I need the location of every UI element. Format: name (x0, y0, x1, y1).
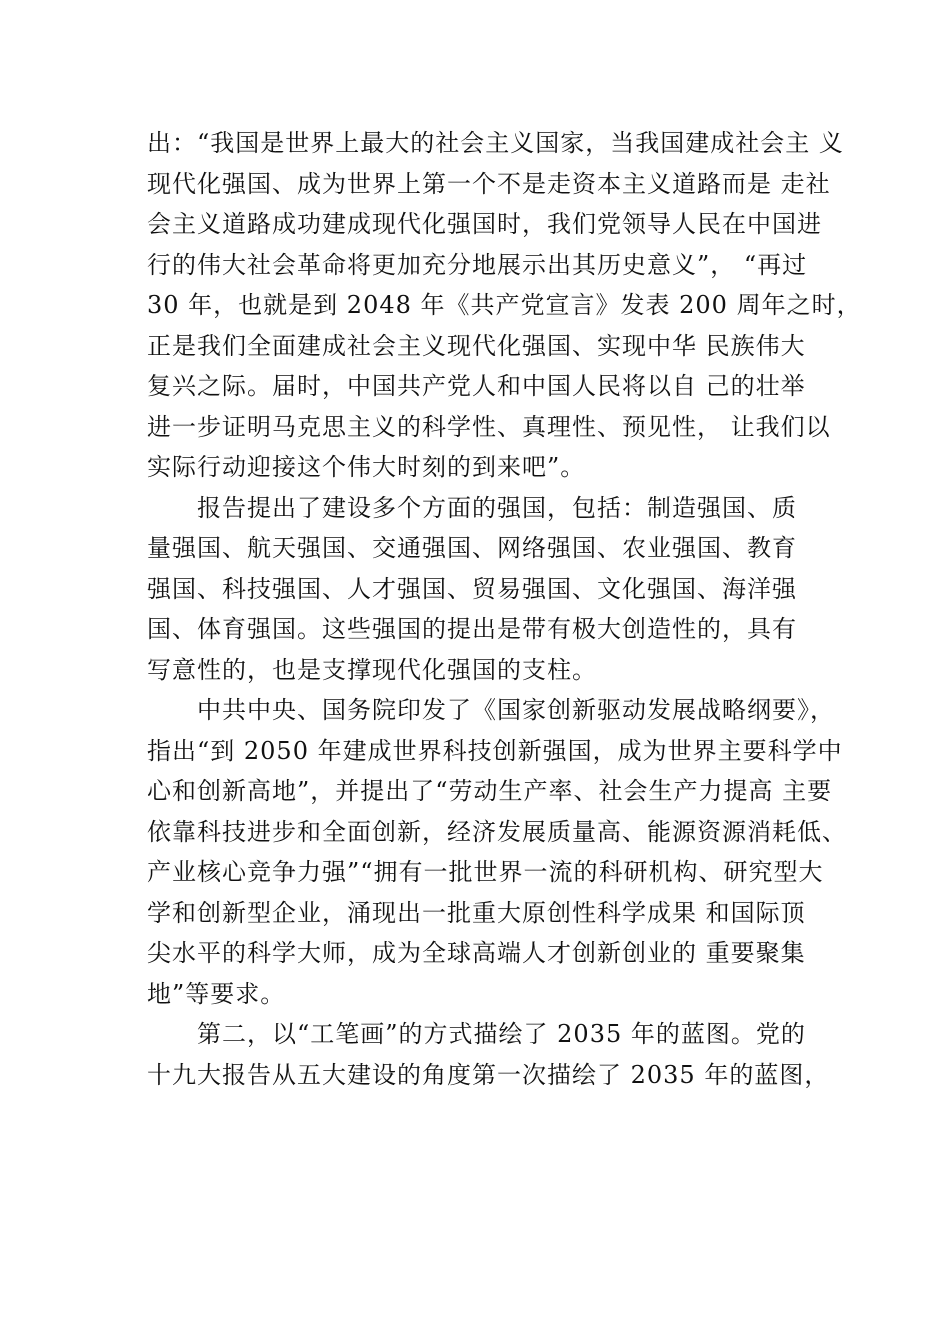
text-line: 指出“到 2050 年建成世界科技创新强国，成为世界主要科学中 (147, 736, 843, 765)
text-line: 进一步证明马克思主义的科学性、真理性、预见性， 让我们以 (147, 412, 831, 441)
text-line: 量强国、航天强国、交通强国、网络强国、农业强国、教育 (147, 534, 797, 562)
text-line: 心和创新高地”，并提出了“劳动生产率、社会生产力提高 主要 (147, 777, 833, 805)
text-line: 产业核心竞争力强”“拥有一批世界一流的科研机构、研究型大 (147, 858, 824, 886)
text-line: 报告提出了建设多个方面的强国，包括：制造强国、质 (147, 493, 797, 522)
text-line: 行的伟大社会革命将更加充分地展示出其历史意义”， “再过 (147, 250, 808, 279)
text-line: 十九大报告从五大建设的角度第一次描绘了 2035 年的蓝图， (147, 1060, 830, 1089)
text-line: 写意性的，也是支撑现代化强国的支柱。 (147, 655, 597, 684)
body-text (147, 123, 862, 1095)
text-line: 强国、科技强国、人才强国、贸易强国、文化强国、海洋强 (147, 574, 797, 603)
text-line: 30 年，也就是到 2048 年《共产党宣言》发表 200 周年之时， (147, 291, 862, 319)
text-line: 会主义道路成功建成现代化强国时，我们党领导人民在中国进 (147, 210, 822, 238)
text-line: 复兴之际。届时，中国共产党人和中国人民将以自 己的壮举 (147, 372, 806, 400)
text-line: 实际行动迎接这个伟大时刻的到来吧”。 (147, 453, 586, 481)
text-line: 学和创新型企业，涌现出一批重大原创性科学成果 和国际顶 (147, 898, 806, 927)
text-line: 国、体育强国。这些强国的提出是带有极大创造性的，具有 (147, 615, 797, 643)
text-line: 出：“我国是世界上最大的社会主义国家，当我国建成社会主 义 (147, 129, 844, 157)
text-line: 现代化强国、成为世界上第一个不是走资本主义道路而是 走社 (147, 169, 831, 198)
text-line: 中共中央、国务院印发了《国家创新驱动发展战略纲要》， (147, 696, 835, 724)
text-line: 正是我们全面建成社会主义现代化强国、实现中华 民族伟大 (147, 331, 806, 360)
text-line: 尖水平的科学大师，成为全球高端人才创新创业的 重要聚集 (147, 939, 806, 967)
text-line: 第二，以“工笔画”的方式描绘了 2035 年的蓝图。党的 (147, 1020, 806, 1048)
text-line: 地”等要求。 (147, 979, 286, 1008)
text-line: 依靠科技进步和全面创新，经济发展质量高、能源资源消耗低、 (147, 817, 847, 846)
